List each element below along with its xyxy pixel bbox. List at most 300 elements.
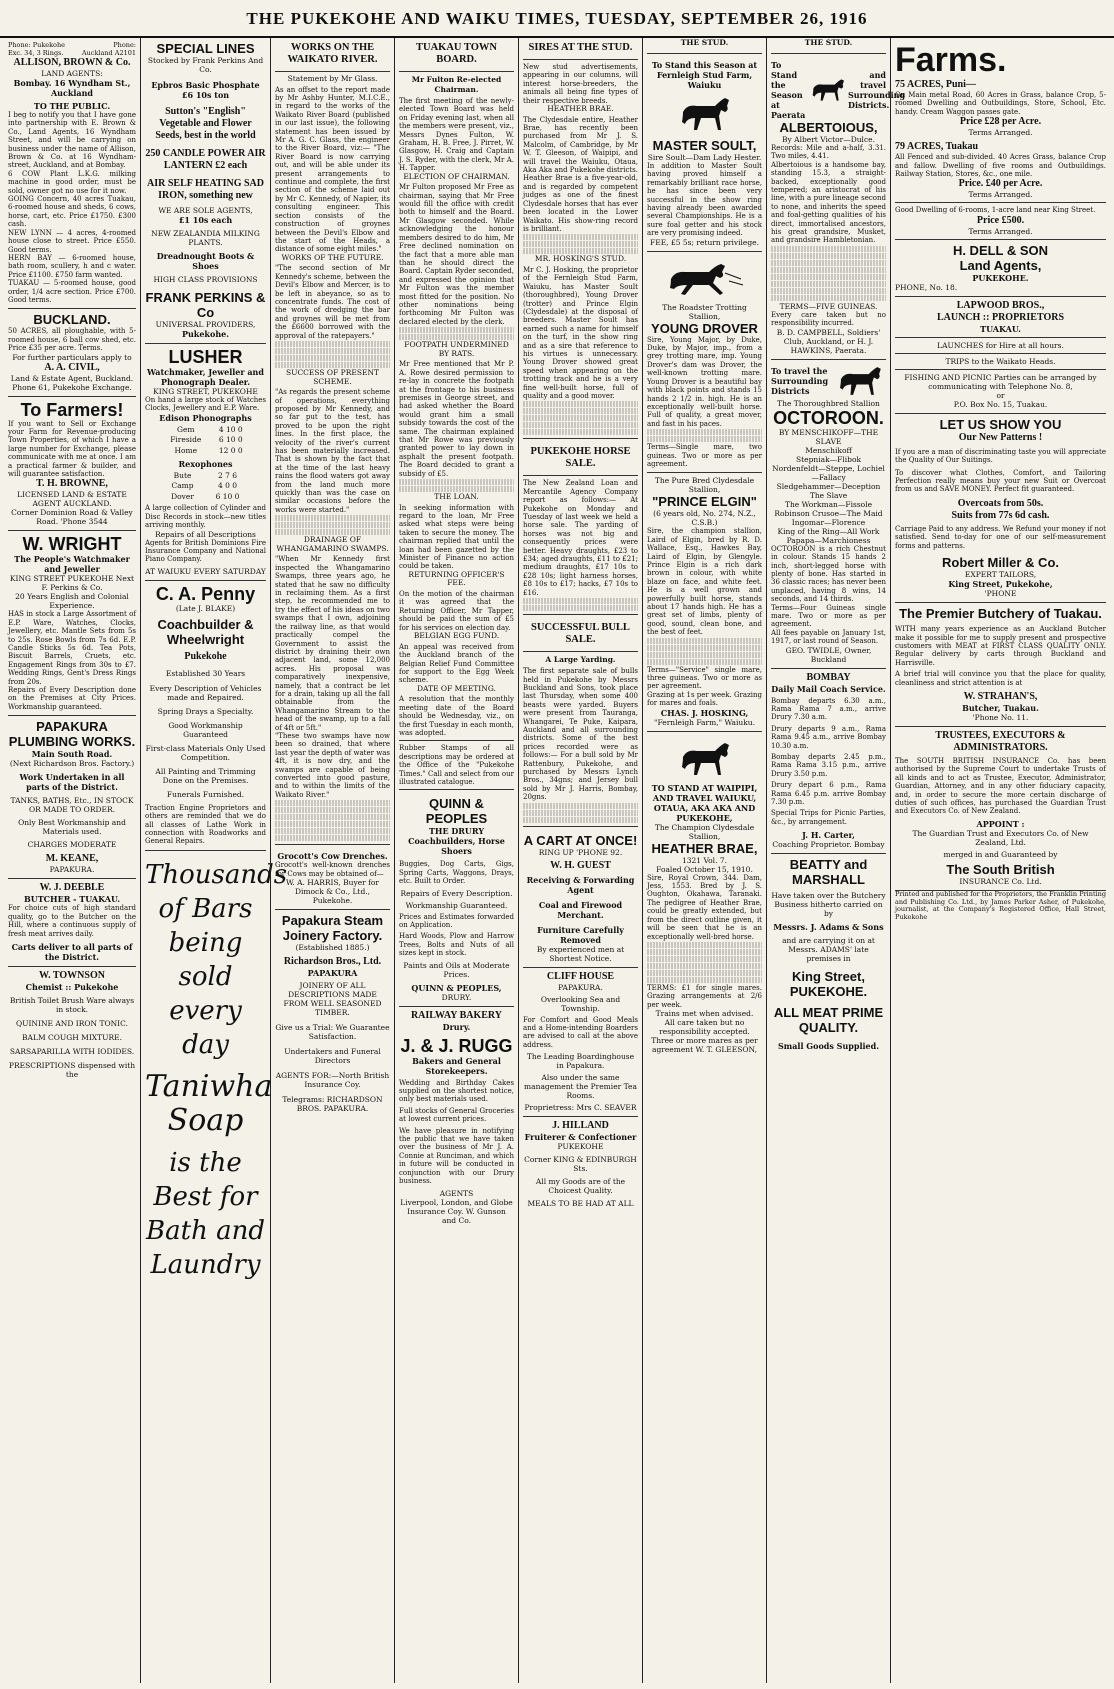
text-filler [523, 422, 638, 428]
deeble-sub: BUTCHER - TUAKAU. [23, 894, 120, 905]
listing-hernbay: HERN BAY — 6-roomed house, bath room, scullery, h and c water. Price £1100. £750 farm wanted. [8, 253, 136, 279]
alb-agent: B. D. CAMPBELL, Soldiers' Club, Auckland, or H. J. HAWKINS, Paerata. [776, 327, 881, 355]
pedigree-line: Robinson Crusoe—The Maid [774, 508, 883, 518]
only-best: Only Best Workmanship and Materials used. [18, 818, 126, 837]
beatty-meat: ALL MEAT PRIME QUALITY. [773, 1005, 884, 1036]
townson-sarsa: SARSAPARILLA WITH IODIDES. [9, 1046, 135, 1056]
dwelling-rule [895, 239, 1106, 240]
lapwood-rule [895, 369, 1106, 370]
richardson-ad [275, 910, 390, 1117]
tuakau-footpath: FOOTPATH UNDERMINED BY RATS. [404, 340, 509, 358]
strahan-name: W. STRAHAN'S, [963, 690, 1038, 702]
elgin-age: (6 years old, No. 274, N.Z., C.S.B.) [653, 509, 756, 528]
pedigree-line: Menschikoff [805, 445, 852, 455]
text-filler [523, 401, 638, 407]
dreadnought: Dreadnought Boots & Shoes [156, 251, 255, 271]
rugg-body: Wedding and Birthday Cakes supplied on the shortest notice, only best materials used. [399, 1078, 514, 1104]
rugg-ad [399, 1007, 514, 1229]
show-carriage: Carriage Paid to any address. We Refund your money if not satisfied. Send to-day for one of our self-measurement forms and patterns. [895, 524, 1106, 550]
oct-header-row [771, 363, 886, 399]
guest-coal: Coal and Firewood Merchant. [538, 899, 623, 920]
heather-intro: The Champion Clydesdale Stallion, [654, 822, 755, 841]
tanks: TANKS, BATHS, Etc., IN STOCK OR MADE TO ORDER. [10, 796, 134, 815]
waikato-p5: "These two swamps have now been so drained, that where last year the depth of water was 4ft, it is now dry, and the swamps are capable of being converted into good pasture, and to within the limits of the Waikato River." [275, 731, 390, 799]
elgin-body: Sire, the champion stallion, Laird of Elgin, bred by R. D. Wallace, Esq., Hawkes Bay, Laird of Elgin, by Glengyle. Prince Elgin is a rich dark brown in colour, with white blaze on face, and white feet. He is a well grown and powerfully built horse, stands about 17 hands high. He has a great set of limbs, plenty of good, sound, clean bone, and the best of feet. [647, 527, 762, 637]
south-british-ad [895, 727, 1106, 891]
soult-sire: Sire Soult—Dam Lady Hester. [647, 153, 762, 162]
penny-trade: Coachbuilder & Wheelwright [157, 616, 254, 647]
price-value: 2 7 6 [217, 470, 238, 480]
show-suits: Suits from 77s 6d cash. [951, 509, 1050, 521]
article-end-rule [275, 844, 390, 845]
rubber-stamps: Rubber Stamps of all descriptions may be ordered at the Office of the "Pukekohe Times." Call and select from our illustrated catalogue. [399, 744, 514, 786]
show-patterns: Our New Patterns ! [958, 431, 1043, 443]
show-overcoats: Overcoats from 50s. [957, 497, 1044, 509]
strahan-sub: Butcher, Tuakau. [962, 702, 1039, 713]
pedigree-line: Papapa—Marchioness [786, 535, 871, 545]
article-title-sires: SIRES AT THE STUD. [528, 42, 633, 53]
article-end-rule [523, 826, 638, 827]
deeble-ad [8, 879, 136, 967]
pedigree-line: King of the Ring—All Work [777, 526, 880, 536]
quinn-name: QUINN & PEOPLES [425, 796, 488, 827]
soult-stand: To Stand this Season at Fernleigh Stud Farm, Waiuku [651, 60, 758, 90]
price-item: Bute [173, 470, 192, 480]
penny-vehicles: Every Description of Vehicles made and Repaired. [149, 683, 262, 702]
text-filler [275, 515, 390, 521]
wright-ad [8, 531, 136, 716]
farm-75-terms: Terms Arranged. [968, 128, 1033, 138]
miller-sub: EXPERT TAILORS, [964, 570, 1037, 580]
racehorse-icon [834, 363, 886, 399]
special-sub: Stocked by Frank Perkins And Co. [147, 56, 264, 74]
stud-header-2: THE STUD. [804, 38, 853, 47]
text-filler [523, 803, 638, 809]
dell-farms-ad [895, 38, 1106, 297]
keane-town: PAPAKURA. [49, 865, 95, 875]
browne-address: Corner Dominion Road & Valley Road. 'Phone 3544 [11, 508, 133, 527]
strahan-butchery-ad [895, 603, 1106, 727]
wright-years: 20 Years English and Colonial Experience. [15, 592, 129, 611]
appoint-body: The Guardian Trust and Executors Co. of New Zealand, Ltd. [912, 828, 1089, 847]
text-filler [275, 814, 390, 820]
article-title-bull-sale: SUCCESSFUL BULL SALE. [531, 622, 630, 646]
heather-stand: TO STAND AT WAIPIPI, AND TRAVEL WAIUKU, OTAUA, AKA AKA AND PUKEKOHE, [651, 782, 758, 823]
column-6 [642, 38, 766, 1683]
horse-icon [675, 94, 735, 134]
penny-comp: Competition. [180, 752, 231, 762]
text-filler [523, 429, 638, 435]
pedigree-line: Nordenfeldt—Steppe, Lochiel—Fallacy [772, 463, 885, 482]
quinn-prices: Prices and Estimates forwarded on Application. [399, 912, 514, 929]
price-value: 6 10 0 [218, 435, 243, 445]
text-filler [523, 817, 638, 823]
sires-hosking: MR. HOSKING'S STUD. [534, 254, 627, 264]
beatty-small: Small Goods Supplied. [777, 1041, 879, 1052]
show-heading: LET US SHOW YOU [939, 416, 1062, 432]
elgin-grazing: Grazing at 1s per week. Grazing for mares and foals. [647, 690, 762, 708]
steam-name: Richardson Bros., Ltd. [283, 956, 382, 968]
beatty-name: BEATTY and MARSHALL [789, 857, 868, 888]
lapwood-launch: LAUNCH :: PROPRIETORS [936, 311, 1065, 323]
column-7 [766, 38, 906, 1683]
civil-ad [8, 309, 136, 396]
hilland-ad [523, 1117, 638, 1212]
bombay-heading: BOMBAY [806, 671, 851, 683]
cart-heading: A CART AT ONCE! [523, 832, 638, 848]
young-drover-ad [647, 252, 762, 474]
price-value: 6 10 0 [215, 491, 240, 501]
deeble-body: For choice cuts of high standard quality, go to the Butcher on the Hill, where a continuous supply of fresh meat arrives daily. [8, 904, 136, 938]
heather-trains: Trains met when advised. [655, 1009, 754, 1019]
penny-spring: Spring Drays a Specialty. [157, 706, 254, 716]
elgin-name: "PRINCE ELGIN" [652, 494, 757, 510]
penny-first: First-class Materials Only Used [145, 743, 266, 753]
soult-body: In addition to Master Soult having proved himself a remarkably brilliant race horse, he has since been very successful in the show ring having already been awarded several Championships. He is a sure foal getter and his stock are very promising indeed. [647, 162, 762, 238]
dell-town: PUKEKOHE. [972, 272, 1029, 283]
hill-goods: All my Goods are of the Choicest Quality. [535, 1177, 626, 1196]
wright-address: KING STREET PUKEKOHE Next F. Perkins & Co. [9, 574, 135, 593]
beatty-marshall-ad [771, 854, 886, 1055]
trustees-heading: TRUSTEES, EXECUTORS & ADMINISTRATORS. [935, 729, 1066, 753]
drover-terms: Terms—Single mare, two guineas. Two or more as per agreement. [647, 443, 762, 468]
penny-town: Pukekohe [184, 650, 227, 662]
rugg-sub: Bakers and General Storekeepers. [412, 1055, 501, 1076]
sole-agents: WE ARE SOLE AGENTS, [158, 206, 253, 215]
soult-name: MASTER SOULT, [652, 138, 757, 153]
beatty-kingst: King Street, PUKEKOHE. [789, 969, 868, 1000]
wright-repairs: Repairs of Every Description done on the Premises at City Prices. Workmanship guaranteed. [8, 686, 136, 711]
drover-name: YOUNG DROVER [651, 320, 758, 336]
text-filler [647, 970, 762, 976]
waikato-future: WORKS OF THE FUTURE. [281, 252, 384, 262]
beatty-body: Have taken over the Butchery Business hitherto carried on by [771, 891, 886, 919]
penny-traction: Traction Engine Proprietors and others are reminded that we do all classes of Lathe Work in connection with Roadworks and General Repairs. [145, 803, 266, 846]
sires-p3: Mr C. J. Hosking, the proprietor of the Fernleigh Stud Farm, Waiuku, has Master Soult (thoroughbred), Young Drover (trotter) and Prince Elgin (Clydesdale) at the disposal of breeders. Master Soult has earned such a name for himself on the turf, in the show ring and as a sire that reference to his virtues is unnecessary. Young Drover showed great speed when appearing on the trotting track and he is a very fine well-built horse, full of quality and a good mover. [523, 265, 638, 400]
buckland-body: 50 ACRES, all ploughable, with 5-roomed house, 6 ball cow shed, etc. Price £35 per acre. Terms. [8, 327, 136, 353]
text-filler [523, 810, 638, 816]
text-filler [647, 942, 762, 948]
suttons: Sutton's "English" Vegetable and Flower Seeds, best in the world [155, 106, 256, 141]
listing-going: GOING Concern, 40 acres Tuakau, 6-roomed house and sheds, 6 cows, horse, cart, etc. Price £1750. £300 cash. [8, 195, 136, 229]
drover-intro: The Roadster Trotting Stallion, [662, 302, 747, 321]
beatty-carry: and are carrying it on at Messrs. ADAMS' late premises in [782, 936, 875, 964]
cliff-heading: CLIFF HOUSE [546, 970, 615, 982]
cliff-prop: Proprietress: Mrs C. SEAVER [524, 1103, 637, 1113]
article-title-horse-sale: PUKEKOHE HORSE SALE. [530, 446, 631, 470]
lapwood-name: LAPWOOD BROS., [956, 299, 1045, 311]
dwelling-body: Good Dwelling of 6-rooms, 1-acre land near King Street. [895, 206, 1096, 215]
farm-rule [895, 202, 1106, 203]
bakery-town: Drury. [442, 1021, 471, 1032]
dell-phone: PHONE, No. 18. [895, 282, 958, 292]
penny-est: Established 30 Years [165, 668, 246, 678]
bombay-time: Drury depart 6 p.m., Rama Rama 6.45 p.m. arrive Bombay 7.30 p.m. [771, 781, 886, 807]
listing-cow: 6 COW Plant L.K.G. milking machine in good order, must be sold, owner got no use for it now. [8, 169, 136, 195]
masthead-title: THE PUKEKOHE AND WAIKU TIMES, TUESDAY, SEPTEMBER 26, 1916 [246, 9, 868, 28]
price-item: Gem [176, 424, 195, 434]
master-soult-ad [647, 57, 762, 252]
dell-sub: Land Agents, [959, 257, 1042, 273]
trotting-horse-icon [665, 259, 745, 299]
text-filler [647, 429, 762, 435]
price-item: Camp [171, 481, 194, 491]
quinn-drury: DRURY. [441, 992, 472, 1002]
horse-icon [808, 73, 848, 107]
pedigree-line: Ingomar—Florence [791, 517, 866, 527]
text-filler [275, 529, 390, 535]
oct-agent: GEO. TWIDLE, Owner, Buckland [785, 645, 872, 664]
civil-name: A. A. CIVIL, [44, 361, 100, 373]
text-filler [647, 638, 762, 644]
hill-sub: Fruiterer & Confectioner [524, 1132, 637, 1143]
price-row [161, 425, 251, 436]
alb-header-row [771, 60, 906, 120]
papakura-plumbing-ad [8, 716, 136, 879]
waikato-success: SUCCESS OF PRESENT SCHEME. [285, 367, 380, 386]
pedigree-line: Sledgehammer—Deception [776, 481, 881, 491]
browne-name: T. H. BROWNE, [36, 478, 108, 490]
waikato-p1: As an offset to the report made by Mr Ashby Hunter, M.I.C.E., in regard to the works of the Waikato River Board (published in our last issue), the following statement has been issued by Mr A. G. C. Glass, the engineer to the River Board, viz:— "The River Board is now carrying out, and will be able under its present arrangements to continue and complete, the first section of the scheme laid out by Mr C. Kennedy, of Napier, its consulting engineer. This section consists of the construction of groynes between the Devil's Elbow and the start of the Heads, a distance of some eight miles." [275, 85, 390, 254]
bombay-time: Drury departs 9 a.m., Rama Rama 9.45 a.m., arrive Bombay 10.30 a.m. [771, 724, 886, 750]
hosking-farm: "Fernleigh Farm," Waiuku. [654, 717, 755, 727]
heather-body: Sire, Royal Crown, 344. Dam, Jess, 1553. Bred by J. S. Oughton, Okahawa, Taranaki. The pedigree of Heather Brae, could be greatly extended, but from the direct outline given, it will be seen that he is an exceptionally well-bred horse. [647, 873, 762, 941]
article-end-rule [399, 740, 514, 741]
listing-tuakau: TUAKAU — 5-roomed house, good order, 1/4 acre section. Price £700. Good terms. [8, 279, 136, 304]
miller-phone: 'PHONE [984, 589, 1017, 599]
hill-corner: Corner KING & EDINBURGH Sts. [524, 1155, 637, 1174]
article-rule [523, 438, 638, 439]
epbros: Epbros Basic Phosphate £6 10s ton [151, 80, 260, 100]
tuakau-loan: THE LOAN. [434, 492, 479, 502]
tuakau-returning: RETURNING OFFICER'S FEE. [408, 569, 505, 588]
script-thousands: Thousands of Bars being sold every day [145, 859, 288, 1060]
quinn-trade: Coachbuilders, Horse Shoers [408, 836, 505, 857]
article-rule [523, 614, 638, 615]
farm-79-body: All Fenced and sub-divided. 40 Acres Grass, balance Crop and fallow. Dwelling of five rooms and Outbuildings. Railway Station, Stores, &c., one mile. [895, 153, 1106, 179]
price-item: Dover [171, 491, 194, 501]
grocott-ad [275, 848, 390, 910]
column-2 [140, 38, 288, 1683]
title-rule [523, 475, 638, 476]
civil-sub: Land & Estate Agent, Buckland. [10, 373, 134, 383]
listing-newlynn: NEW LYNN — 4 acres, 4-roomed house close to street. Price £550. Good terms. [8, 228, 136, 254]
drover-body: Sire, Young Major, by Duke, Duke, by Major, imp., from a grey trotting mare, imp. Young Drover's dam was Drover, the well-known trotting mare. Young Drover is a beautiful bay with black points and stands 15 hands 2 1/2 in. high. He is an exceptionally well-built horse. Full of quality, a great mover, and fast in his paces. [647, 335, 762, 428]
text-filler [275, 355, 390, 361]
cliff-leading: The Leading Boardinghouse in Papakura. [526, 1052, 635, 1071]
heather-terms: TERMS: £1 for single mares. Grazing arrangements at 2/6 per week. [647, 983, 762, 1009]
lapwood-rule [895, 353, 1106, 354]
prince-elgin-ad [647, 473, 762, 731]
wright-body: HAS in stock a Large Assortment of E.P. Ware, Watches, Clocks, Jewellery, etc. Mantle Sets from 5s to 25s. Rose Bowls from 7s 6d. E.P. Candle Sticks 5s 6d. Tea Pots, Biscuit Barrels, Cruets, etc. Engagement Rings from 30s to £7. Wedding Rings, Gent's Dress Rings from 20s. [8, 610, 136, 686]
lusher-body: On hand a large stock of Watches Clocks, Jewellery and E.P. Ware. [145, 396, 266, 413]
cliff-house-ad [523, 968, 638, 1118]
alb-stand: To Stand the Season at Paerata [771, 60, 806, 120]
miller-tailors-ad [895, 414, 1106, 603]
taniwha-soap-ad [145, 851, 288, 1290]
price-item: Fireside [170, 435, 202, 445]
text-filler [647, 652, 762, 658]
text-filler [275, 341, 390, 347]
lapwood-fishing: FISHING AND PICNIC Parties can be arranged by communicating with Telephone No. 8, [904, 372, 1097, 391]
text-filler [275, 835, 390, 841]
quinn-wood: Hard Woods, Plow and Harrow Trees, Bolts and Nuts of all sizes kept in stock. [399, 932, 514, 958]
waikato-p2: "The second section of Mr Kennedy's scheme, between the Devil's Elbow and Mercer, is to be left in abeyance, so as to concentrate funds. The cost of the work of dredging the bar and groynes will be met from the £6600 borrowed with the approval of the ratepayers." [275, 264, 390, 340]
provisions: HIGH CLASS PROVISIONS [153, 275, 258, 284]
text-filler [399, 486, 514, 492]
text-filler [399, 334, 514, 340]
text-filler [771, 253, 886, 259]
penny-funeral: Funerals Furnished. [166, 789, 245, 799]
bakery-name: RAILWAY BAKERY [410, 1009, 503, 1021]
cliff-body: For Comfort and Good Meals and a Home-intending Boarders are advised to call at the above address. [523, 1015, 638, 1049]
lusher-waiuku: AT WAIUKU EVERY SATURDAY [145, 566, 266, 576]
farm-79-terms: Terms Arranged. [968, 190, 1033, 200]
column-8 [890, 38, 1110, 1683]
townson-balm: BALM COUGH MIXTURE. [22, 1032, 122, 1042]
guest-ad [523, 830, 638, 968]
steam-trial: Give us a Trial: We Guarantee Satisfaction. [275, 1023, 390, 1042]
hill-meals: MEALS TO BE HAD AT ALL [527, 1199, 634, 1209]
lapwood-hire: LAUNCHES for Hire at all hours. [937, 340, 1064, 350]
text-filler [275, 807, 390, 813]
text-filler [647, 645, 762, 651]
text-filler [647, 659, 762, 665]
guest-furn: Furniture Carefully Removed [537, 924, 624, 945]
elgin-intro: The Pure Bred Clydesdale Stallion, [654, 476, 755, 495]
cliff-sub: Overlooking Sea and Township. [540, 994, 621, 1013]
text-filler [647, 956, 762, 962]
waikato-p4: "When Mr Kennedy first inspected the Whangamarino Swamps, three years ago, he stated that he saw no difficulty in reclaiming them. As a first step, he recommended me to try the effect of his ideas on two swamps that I own, adjoining the railway line, as that would practically compel the Government to assist the district by draining their own adjacent land, some 12,000 acres. His proposal was comparatively inexpensive, namely, that a contract be let for a drain, taking up all the fall obtainable from the Whangamarino Stream to the head of the swamp, up to a fall of 4ft or 5ft." [275, 555, 390, 732]
charges: CHARGES MODERATE [27, 840, 117, 850]
sires-p2: The Clydesdale entire, Heather Brae, has recently been purchased from Mr J. S. Malcolm, of Cambridge, by Mr W. T. Gleeson, of Waipipi, and will travel the Waiuku, Otaua, Aka Aka and Pukekohe districts. Heather Brae is a five-year-old, and is regarded by competent judges as one of the finest Clydesdale horses that has ever been located in the Lower Waikato. His show-ring record is brilliant. [523, 115, 638, 233]
tuakau-p7: A resolution that the monthly meeting date of the Board should be Wednesday, viz., on the first Tuesday in each month, was adopted. [399, 695, 514, 737]
strahan-phone: 'Phone No. 11. [972, 712, 1029, 722]
guest-exp: By experienced men at Shortest Notice. [536, 944, 625, 963]
price-row [161, 435, 251, 446]
lusher-repairs: Repairs of all Descriptions [155, 529, 256, 539]
sadiron: AIR SELF HEATING SAD IRON, something new [147, 178, 264, 201]
records: A large collection of Cylinder and Disc Records in stock—new titles arriving monthly. [145, 504, 266, 530]
text-filler [523, 605, 638, 611]
oct-body: OCTOROON is a rich Chestnut in colour. Stands 15 hands 2 inch, short-legged horse with plenty of bone. Has started in 36 classic races; has never been unplaced, having 8 wins, 14 seconds, and 14 thirds. [771, 544, 886, 604]
oct-name: OCTOROON. [773, 407, 884, 428]
title-rule [275, 71, 390, 72]
quinn-paints: Paints and Oils at Moderate Prices. [403, 960, 510, 979]
alb-care: Every care taken but no responsibility incurred. [771, 310, 886, 328]
quinn-work: Workmanship Guaranteed. [405, 900, 508, 910]
premier-body: WITH many years experience as an Auckland Butcher make it possible for me to supply present and prospective customers with MEAT at FIRST CLASS QUALITY ONLY. Regular delivery by carts through Buckland and Harrisville. [895, 625, 1106, 667]
merged: merged in and Guaranteed by [943, 849, 1058, 859]
alb-travel: and travel Surrounding Districts. [848, 70, 906, 110]
guest-sub: Receiving & Forwarding Agent [526, 874, 635, 895]
price-row [161, 492, 251, 503]
column-4 [394, 38, 518, 1683]
townson-presc: PRESCRIPTIONS dispensed with the [8, 1060, 136, 1079]
penny-good: Good Workmanship Guaranteed [168, 720, 243, 739]
quinn-town: THE DRURY [428, 826, 485, 837]
lusher-ad [145, 344, 266, 581]
column-5 [518, 38, 642, 1683]
townson-name: W. TOWNSON [39, 969, 105, 981]
title-rule [523, 651, 638, 652]
rugg-notice: We have pleasure in notifying the public that we have taken over the business of Mr J. A. Connie at Runciman, and which in future will be conducted in conjunction with our Drury business. [399, 1126, 514, 1186]
text-filler [647, 977, 762, 983]
townson-ad [8, 967, 136, 1083]
text-filler [523, 598, 638, 604]
edison-price-table [161, 425, 251, 457]
sbi-sub: INSURANCE Co. Ltd. [959, 876, 1042, 886]
papakura-name: PAPAKURA PLUMBING WORKS. [8, 719, 136, 750]
lusher-insurance: Agents for British Dominions Fire Insurance Company and National Piano Company. [145, 538, 266, 564]
tuakau-p4: In seeking information with regard to the loan, Mr Free asked what steps were being taken to secure the money. The chairman replied that until the loan had been gazetted by the Minister of Finance no action could be taken. [399, 503, 514, 571]
miller-address: King Street, Pukekohe, [948, 579, 1053, 590]
article-title-waikato: WORKS ON THE WAIKATO RIVER. [287, 42, 378, 65]
text-filler [275, 800, 390, 806]
rugg-name: J. & J. RUGG [400, 1035, 513, 1056]
heather-care: All care taken but no responsibility accepted. [659, 1018, 750, 1037]
alb-terms: TERMS—FIVE GUINEAS. [779, 301, 878, 311]
script-best: is the Best for Bath and Laundry [146, 1147, 265, 1280]
bombay-sub: Daily Mail Coach Service. [771, 683, 886, 694]
text-filler [275, 348, 390, 354]
deeble-carts: Carts deliver to all parts of the District. [11, 941, 133, 962]
zealandia: NEW ZEALANDIA MILKING PLANTS. [151, 229, 260, 247]
rugg-agents: AGENTS [439, 1188, 474, 1198]
beatty-adams: Messrs. J. Adams & Sons [773, 922, 884, 933]
title-rule [523, 59, 638, 60]
buckland-heading: BUCKLAND. [33, 312, 111, 328]
show-body-2: To discover what Clothes, Comfort, and Tailoring Perfection really means buy your new Suit or Overcoat from us and SAVE MONEY. Perfect fit guaranteed. [895, 468, 1106, 494]
steam-heading: Papakura Steam Joinery Factory. [281, 913, 384, 944]
header-rule [771, 53, 886, 54]
column-1 [4, 38, 140, 1683]
octoroon-ad [771, 360, 886, 669]
price-row [161, 446, 251, 457]
rugg-stock: Full stocks of General Groceries at lowest current prices. [399, 1106, 514, 1124]
lapwood-trips: TRIPS to the Waikato Heads. [945, 356, 1056, 366]
script-taniwha: Taniwha Soap [145, 1068, 273, 1138]
heather-vol: 1321 Vol. 7. [681, 855, 728, 865]
lusher-name: LUSHER [168, 347, 243, 367]
sires-heather: HEATHER BRAE. [547, 104, 614, 114]
steam-under: Undertakers and Funeral Directors [284, 1047, 381, 1066]
text-filler [275, 522, 390, 528]
lusher-address: KING STREET, PUKEKOHE [153, 387, 258, 396]
column-3 [270, 38, 394, 1683]
header-rule [647, 53, 762, 54]
carter-name: J. H. Carter, [802, 830, 855, 841]
text-filler [399, 327, 514, 333]
penny-paint: All Painting and Trimming Done on the Premises. [155, 766, 256, 785]
civil-intro: For further particulars apply to [12, 352, 132, 362]
oct-by: BY MENSCHIKOFF—THE SLAVE [778, 427, 879, 446]
phone-right: Phone: Auckland A2101 [81, 41, 136, 57]
text-filler [771, 295, 886, 301]
steam-est: (Established 1885.) [295, 943, 370, 953]
cliff-town: PAPAKURA. [558, 982, 603, 992]
dwelling-price: Price £500. [976, 214, 1025, 226]
farmers-heading: To Farmers! [20, 399, 124, 420]
albertoious-ad [771, 57, 906, 360]
townson-quinine: QUININE AND IRON TONIC. [16, 1018, 128, 1028]
alb-sire: By Albert Victor—Dulce. [782, 135, 875, 144]
dwelling-terms: Terms Arranged. [968, 226, 1033, 236]
text-filler [647, 436, 762, 442]
text-filler [523, 241, 638, 247]
bombay-time: Bombay departs 2.45 p.m., Rama Rama 3.15 p.m., arrive Drury 3.50 p.m. [771, 753, 886, 778]
allison-address: Bombay. 16 Wyndham St., Auckland [13, 78, 131, 98]
